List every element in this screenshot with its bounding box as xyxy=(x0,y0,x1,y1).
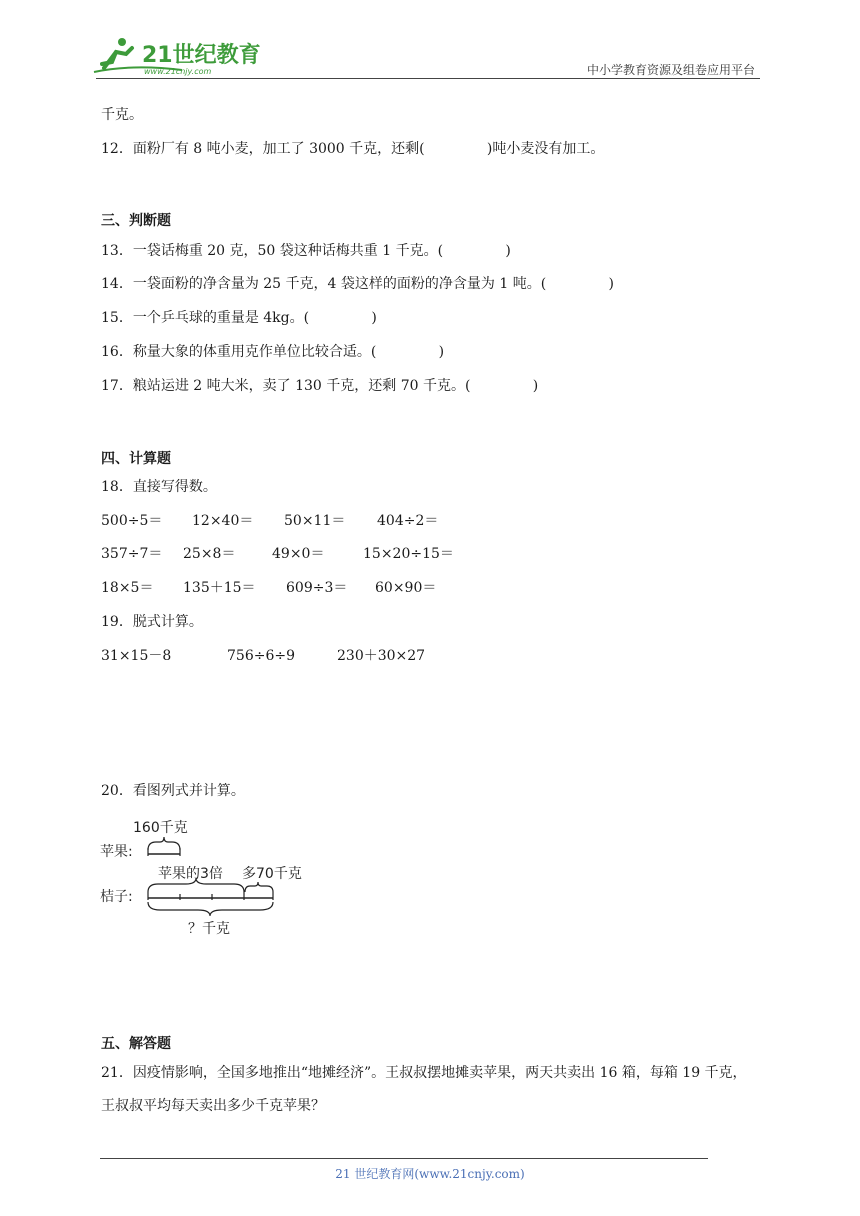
section-3-title: 三、判断题 xyxy=(101,213,171,229)
question-13: 13．一袋话梅重 20 克，50 袋这种话梅共重 1 千克。( ) xyxy=(101,243,511,259)
oral-calc-item: 60×90＝ xyxy=(375,580,437,596)
oral-calc-item: 609÷3＝ xyxy=(286,580,348,596)
more-label: 多70千克 xyxy=(242,866,302,882)
line-segment-diagram xyxy=(100,812,330,942)
oral-calc-item: 404÷2＝ xyxy=(377,513,439,529)
oral-calc-item: 18×5＝ xyxy=(101,580,154,596)
oral-calc-item: 25×8＝ xyxy=(183,546,236,562)
orange-label: 桔子: xyxy=(100,889,133,905)
logo-text: 21世纪教育 xyxy=(142,43,261,68)
oral-calc-item: 500÷5＝ xyxy=(101,513,163,529)
step-calc-item: 756÷6÷9 xyxy=(227,648,295,664)
logo-url: www.21cnjy.com xyxy=(144,67,212,76)
question-21-line-1: 21．因疫情影响，全国多地推出“地摊经济”。王叔叔摆地摊卖苹果，两天共卖出 16 箱，每箱 19 千克， xyxy=(101,1065,747,1081)
question-21-line-2: 王叔叔平均每天卖出多少千克苹果？ xyxy=(101,1098,325,1114)
step-calc-item: 230＋30×27 xyxy=(337,648,426,664)
times-label: 苹果的3倍 xyxy=(158,866,223,882)
question-20: 20．看图列式并计算。 xyxy=(101,783,245,799)
question-19: 19．脱式计算。 xyxy=(101,614,203,630)
question-14: 14．一袋面粉的净含量为 25 千克，4 袋这样的面粉的净含量为 1 吨。( ) xyxy=(101,276,614,292)
apple-top-brace xyxy=(148,837,180,850)
question-18: 18．直接写得数。 xyxy=(101,479,217,495)
continued-text: 千克。 xyxy=(101,107,143,123)
apple-label: 苹果: xyxy=(100,844,133,860)
header-platform-text: 中小学教育资源及组卷应用平台 xyxy=(586,63,755,77)
header-divider xyxy=(96,78,760,79)
section-5-title: 五、解答题 xyxy=(101,1036,171,1052)
total-brace xyxy=(148,902,273,916)
question-17: 17．粮站运进 2 吨大米，卖了 130 千克，还剩 70 千克。( ) xyxy=(101,378,539,394)
oral-calc-item: 49×0＝ xyxy=(272,546,325,562)
oral-calc-item: 50×11＝ xyxy=(284,513,346,529)
question-15: 15．一个乒乓球的重量是 4kg。( ) xyxy=(101,310,377,326)
question-16: 16．称量大象的体重用克作单位比较合适。( ) xyxy=(101,344,445,360)
apple-weight-label: 160千克 xyxy=(133,820,188,836)
section-4-title: 四、计算题 xyxy=(101,451,171,467)
oral-calc-item: 357÷7＝ xyxy=(101,546,163,562)
site-logo xyxy=(92,34,262,78)
footer-link[interactable]: 21 世纪教育网(www.21cnjy.com) xyxy=(335,1167,525,1181)
question-mark-label: ？千克 xyxy=(188,921,230,937)
question-12: 12．面粉厂有 8 吨小麦，加工了 3000 千克，还剩( )吨小麦没有加工。 xyxy=(101,141,605,157)
footer-divider xyxy=(100,1158,708,1159)
more-brace xyxy=(245,882,273,892)
oral-calc-item: 15×20÷15＝ xyxy=(363,546,454,562)
oral-calc-item: 12×40＝ xyxy=(192,513,254,529)
step-calc-item: 31×15－8 xyxy=(101,648,172,664)
oral-calc-item: 135＋15＝ xyxy=(183,580,256,596)
